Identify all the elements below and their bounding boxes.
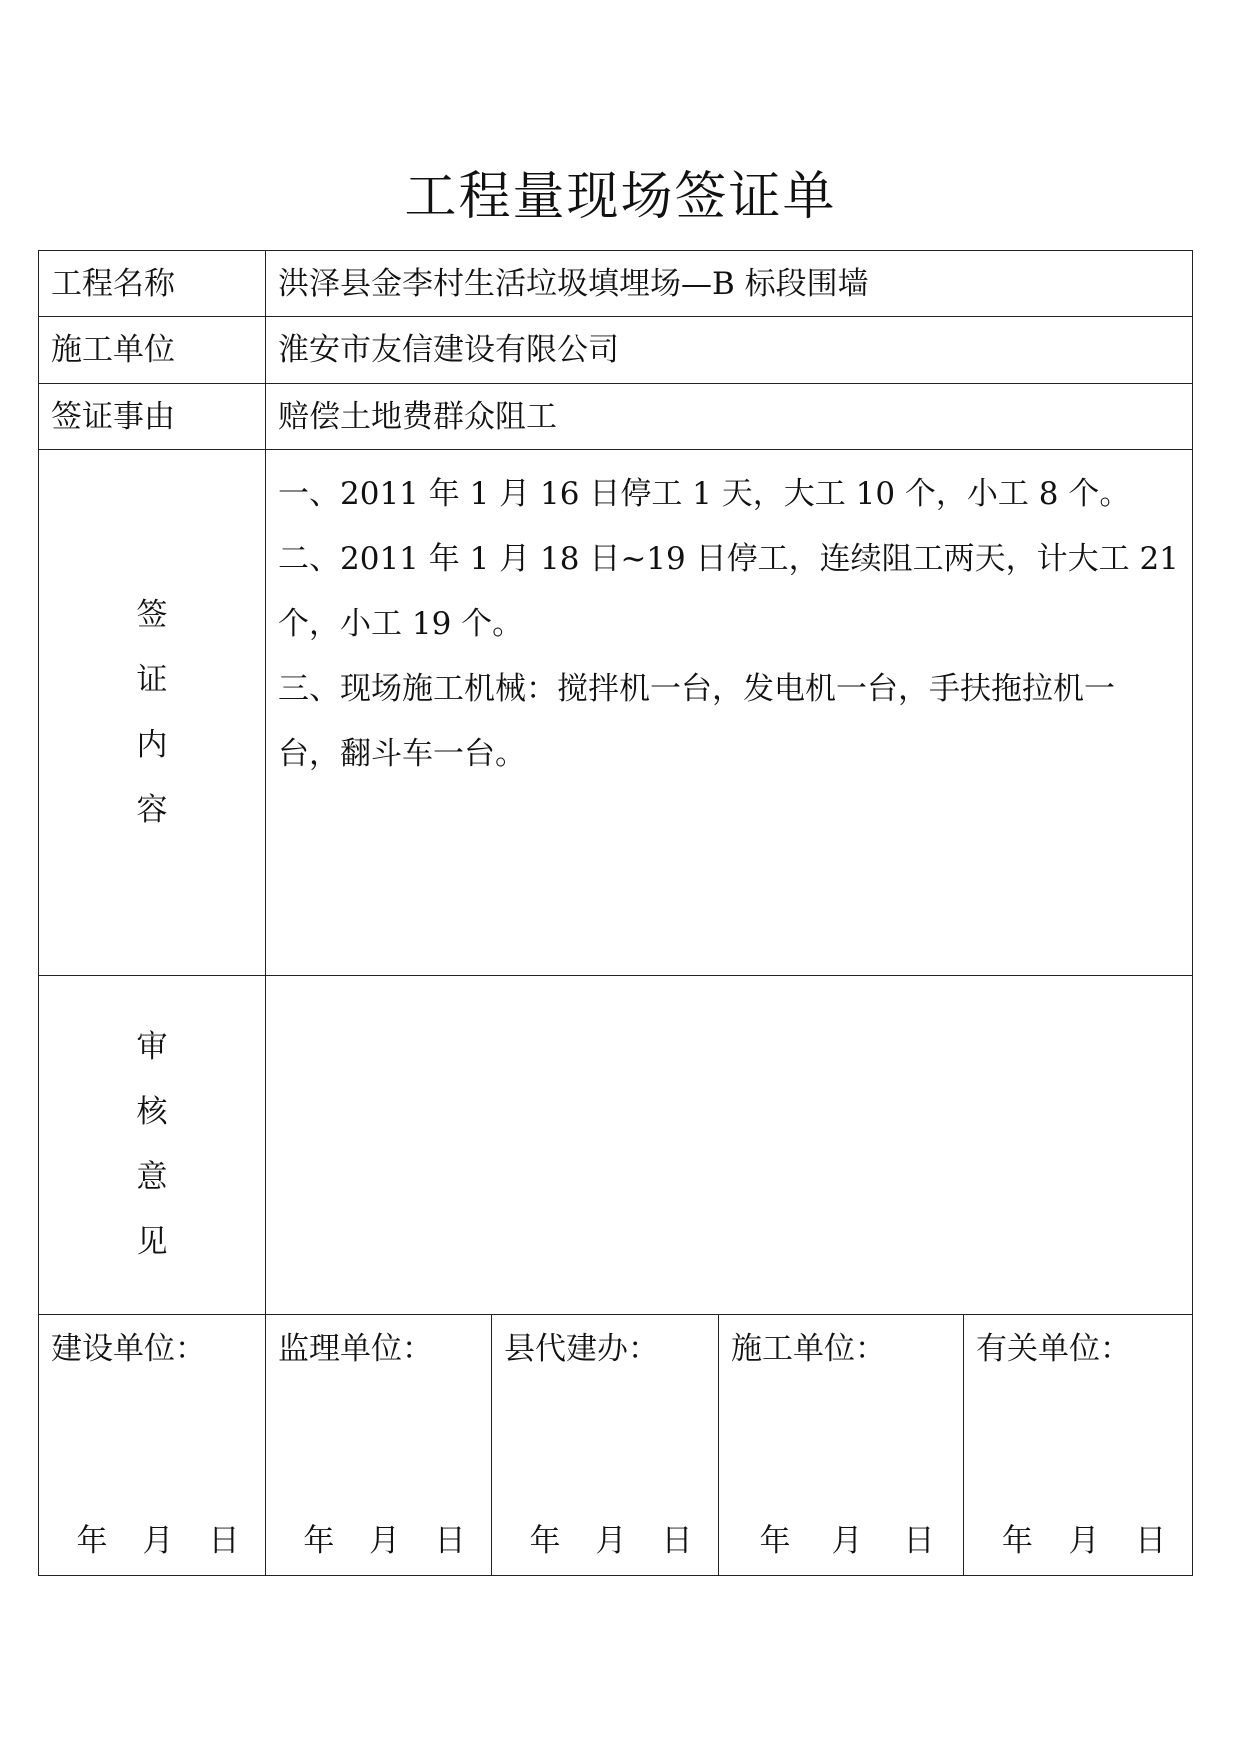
review-body <box>266 976 1193 1315</box>
date-month: 月 <box>595 1523 627 1559</box>
content-line: 个，小工 19 个。 <box>278 606 524 642</box>
review-label-char: 见 <box>136 1224 168 1260</box>
project-name-label: 工程名称 <box>39 251 266 317</box>
content-line: 三、现场施工机械：搅拌机一台，发电机一台，手扶拖拉机一 <box>278 671 1115 707</box>
date-day: 日 <box>1135 1523 1167 1559</box>
construction-unit-label: 施工单位 <box>39 317 266 384</box>
date-day: 日 <box>661 1523 693 1559</box>
content-label-char: 证 <box>136 661 168 698</box>
construction-unit-value: 淮安市友信建设有限公司 <box>266 317 1193 384</box>
project-name-value: 洪泽县金李村生活垃圾填埋场—B 标段围墙 <box>266 251 1193 317</box>
date-month: 月 <box>368 1523 400 1559</box>
date-year: 年 <box>529 1523 561 1559</box>
signature-date <box>266 1521 483 1561</box>
reason-label: 签证事由 <box>39 384 266 450</box>
date-month: 月 <box>831 1523 863 1559</box>
signature-date <box>39 1521 257 1561</box>
reason-value: 赔偿土地费群众阻工 <box>266 384 1193 450</box>
review-label-char: 意 <box>136 1159 168 1195</box>
content-label-char: 内 <box>136 726 168 763</box>
row-signatures <box>39 1315 1193 1576</box>
signature-cell-supervisor <box>266 1315 492 1576</box>
content-label <box>39 450 266 976</box>
date-year: 年 <box>76 1523 108 1559</box>
date-month: 月 <box>142 1523 174 1559</box>
signature-date <box>719 1521 955 1561</box>
date-day: 日 <box>903 1523 935 1559</box>
content-label-char: 容 <box>136 791 168 828</box>
review-label-char: 审 <box>136 1029 168 1065</box>
visa-form-table <box>38 250 1193 1576</box>
date-day: 日 <box>434 1523 466 1559</box>
row-reason <box>39 384 1193 450</box>
row-review <box>39 976 1193 1315</box>
signature-title: 监理单位： <box>278 1331 433 1367</box>
date-month: 月 <box>1068 1523 1100 1559</box>
content-label-char: 签 <box>136 596 168 633</box>
review-label-char: 核 <box>136 1094 168 1130</box>
signature-cell-owner <box>39 1315 266 1576</box>
signature-title: 有关单位： <box>976 1331 1131 1367</box>
row-construction-unit <box>39 317 1193 384</box>
signature-cell-contractor <box>719 1315 964 1576</box>
content-line: 一、2011 年 1 月 16 日停工 1 天，大工 10 个，小工 8 个。 <box>278 476 1131 512</box>
date-day: 日 <box>208 1523 240 1559</box>
row-project-name <box>39 251 1193 317</box>
signature-title: 建设单位： <box>51 1331 206 1367</box>
signature-title: 施工单位： <box>731 1331 886 1367</box>
page-title: 工程量现场签证单 <box>404 167 837 227</box>
date-year: 年 <box>303 1523 335 1559</box>
signature-cell-related <box>964 1315 1193 1576</box>
content-line: 二、2011 年 1 月 18 日~19 日停工，连续阻工两天，计大工 21 <box>278 541 1179 577</box>
signature-title: 县代建办： <box>504 1331 659 1367</box>
signature-cell-county-office <box>492 1315 719 1576</box>
date-year: 年 <box>759 1523 791 1559</box>
row-content <box>39 450 1193 976</box>
content-body <box>266 450 1193 976</box>
date-year: 年 <box>1001 1523 1033 1559</box>
content-line: 台，翻斗车一台。 <box>278 736 526 772</box>
signature-date <box>492 1521 710 1561</box>
review-label <box>39 976 266 1315</box>
signature-date <box>964 1521 1184 1561</box>
